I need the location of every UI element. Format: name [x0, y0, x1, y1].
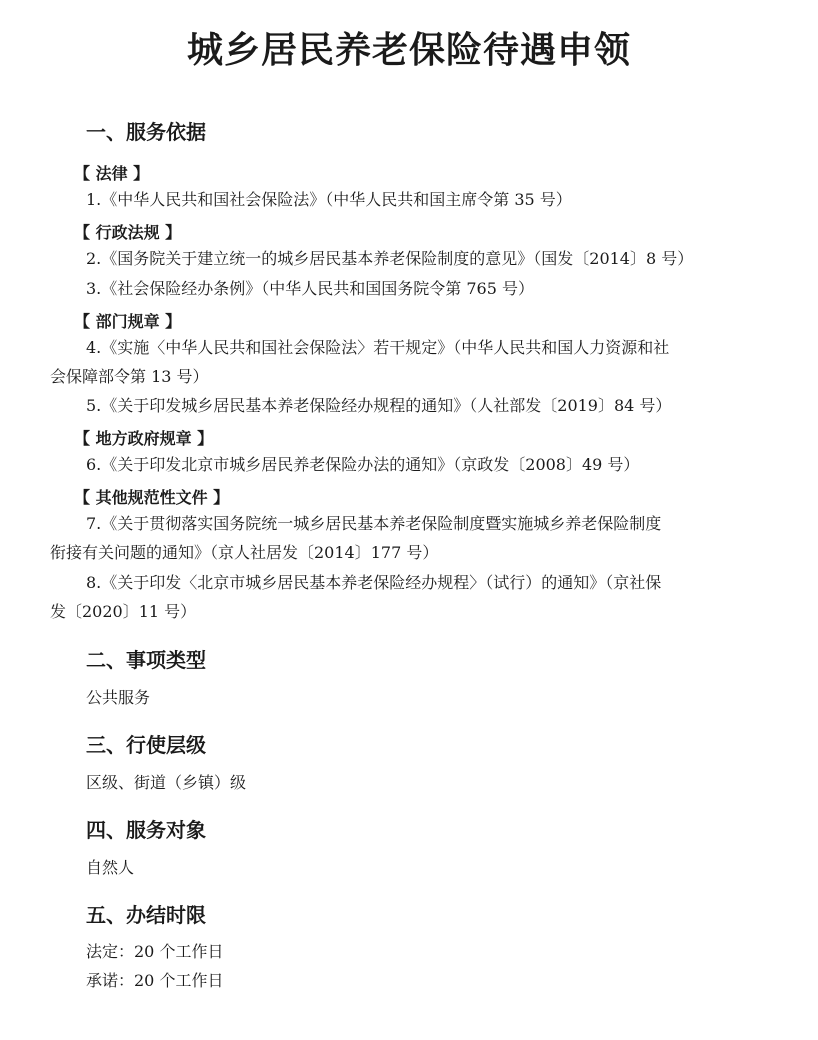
page-title: 城乡居民养老保险待遇申领	[186, 30, 631, 71]
basis-item-4: 4.《实施〈中华人民共和国社会保险法〉若干规定》（中华人民共和国人力资源和社	[86, 338, 670, 357]
basis-item-4-cont: 会保障部令第 13 号）	[50, 367, 209, 386]
basis-item-6: 6.《关于印发北京市城乡居民养老保险办法的通知》（京政发〔2008〕49 号）	[86, 455, 640, 474]
time-limit-promise: 承诺：20 个工作日	[86, 971, 224, 990]
exercise-level-value: 区级、街道（乡镇）级	[86, 773, 247, 792]
section-heading-limit: 五、办结时限	[86, 903, 206, 927]
basis-item-3: 3.《社会保险经办条例》（中华人民共和国国务院令第 765 号）	[86, 279, 534, 298]
matter-type-value: 公共服务	[86, 688, 151, 707]
category-label-dept: 【 部门规章 】	[74, 312, 182, 331]
section-heading-target: 四、服务对象	[86, 818, 206, 842]
category-label-other: 【 其他规范性文件 】	[74, 488, 230, 507]
basis-item-8: 8.《关于印发〈北京市城乡居民基本养老保险经办规程〉（试行）的通知》（京社保	[86, 573, 662, 592]
basis-item-7: 7.《关于贯彻落实国务院统一城乡居民基本养老保险制度暨实施城乡养老保险制度	[86, 514, 662, 533]
basis-item-2: 2.《国务院关于建立统一的城乡居民基本养老保险制度的意见》（国发〔2014〕8 号）	[86, 249, 694, 268]
basis-item-8-cont: 发〔2020〕11 号）	[50, 602, 197, 621]
service-target-value: 自然人	[86, 858, 135, 877]
section-heading-type: 二、事项类型	[86, 648, 206, 672]
category-label-admin: 【 行政法规 】	[74, 223, 182, 242]
category-label-local: 【 地方政府规章 】	[74, 429, 214, 448]
section-heading-level: 三、行使层级	[86, 733, 206, 757]
basis-item-5: 5.《关于印发城乡居民基本养老保险经办规程的通知》（人社部发〔2019〕84 号）	[86, 396, 672, 415]
basis-item-1: 1.《中华人民共和国社会保险法》（中华人民共和国主席令第 35 号）	[86, 190, 572, 209]
section-heading-basis: 一、服务依据	[86, 120, 206, 144]
time-limit-legal: 法定：20 个工作日	[86, 942, 224, 961]
category-label-law: 【 法律 】	[74, 164, 150, 183]
basis-item-7-cont: 衔接有关问题的通知》（京人社居发〔2014〕177 号）	[50, 543, 439, 562]
